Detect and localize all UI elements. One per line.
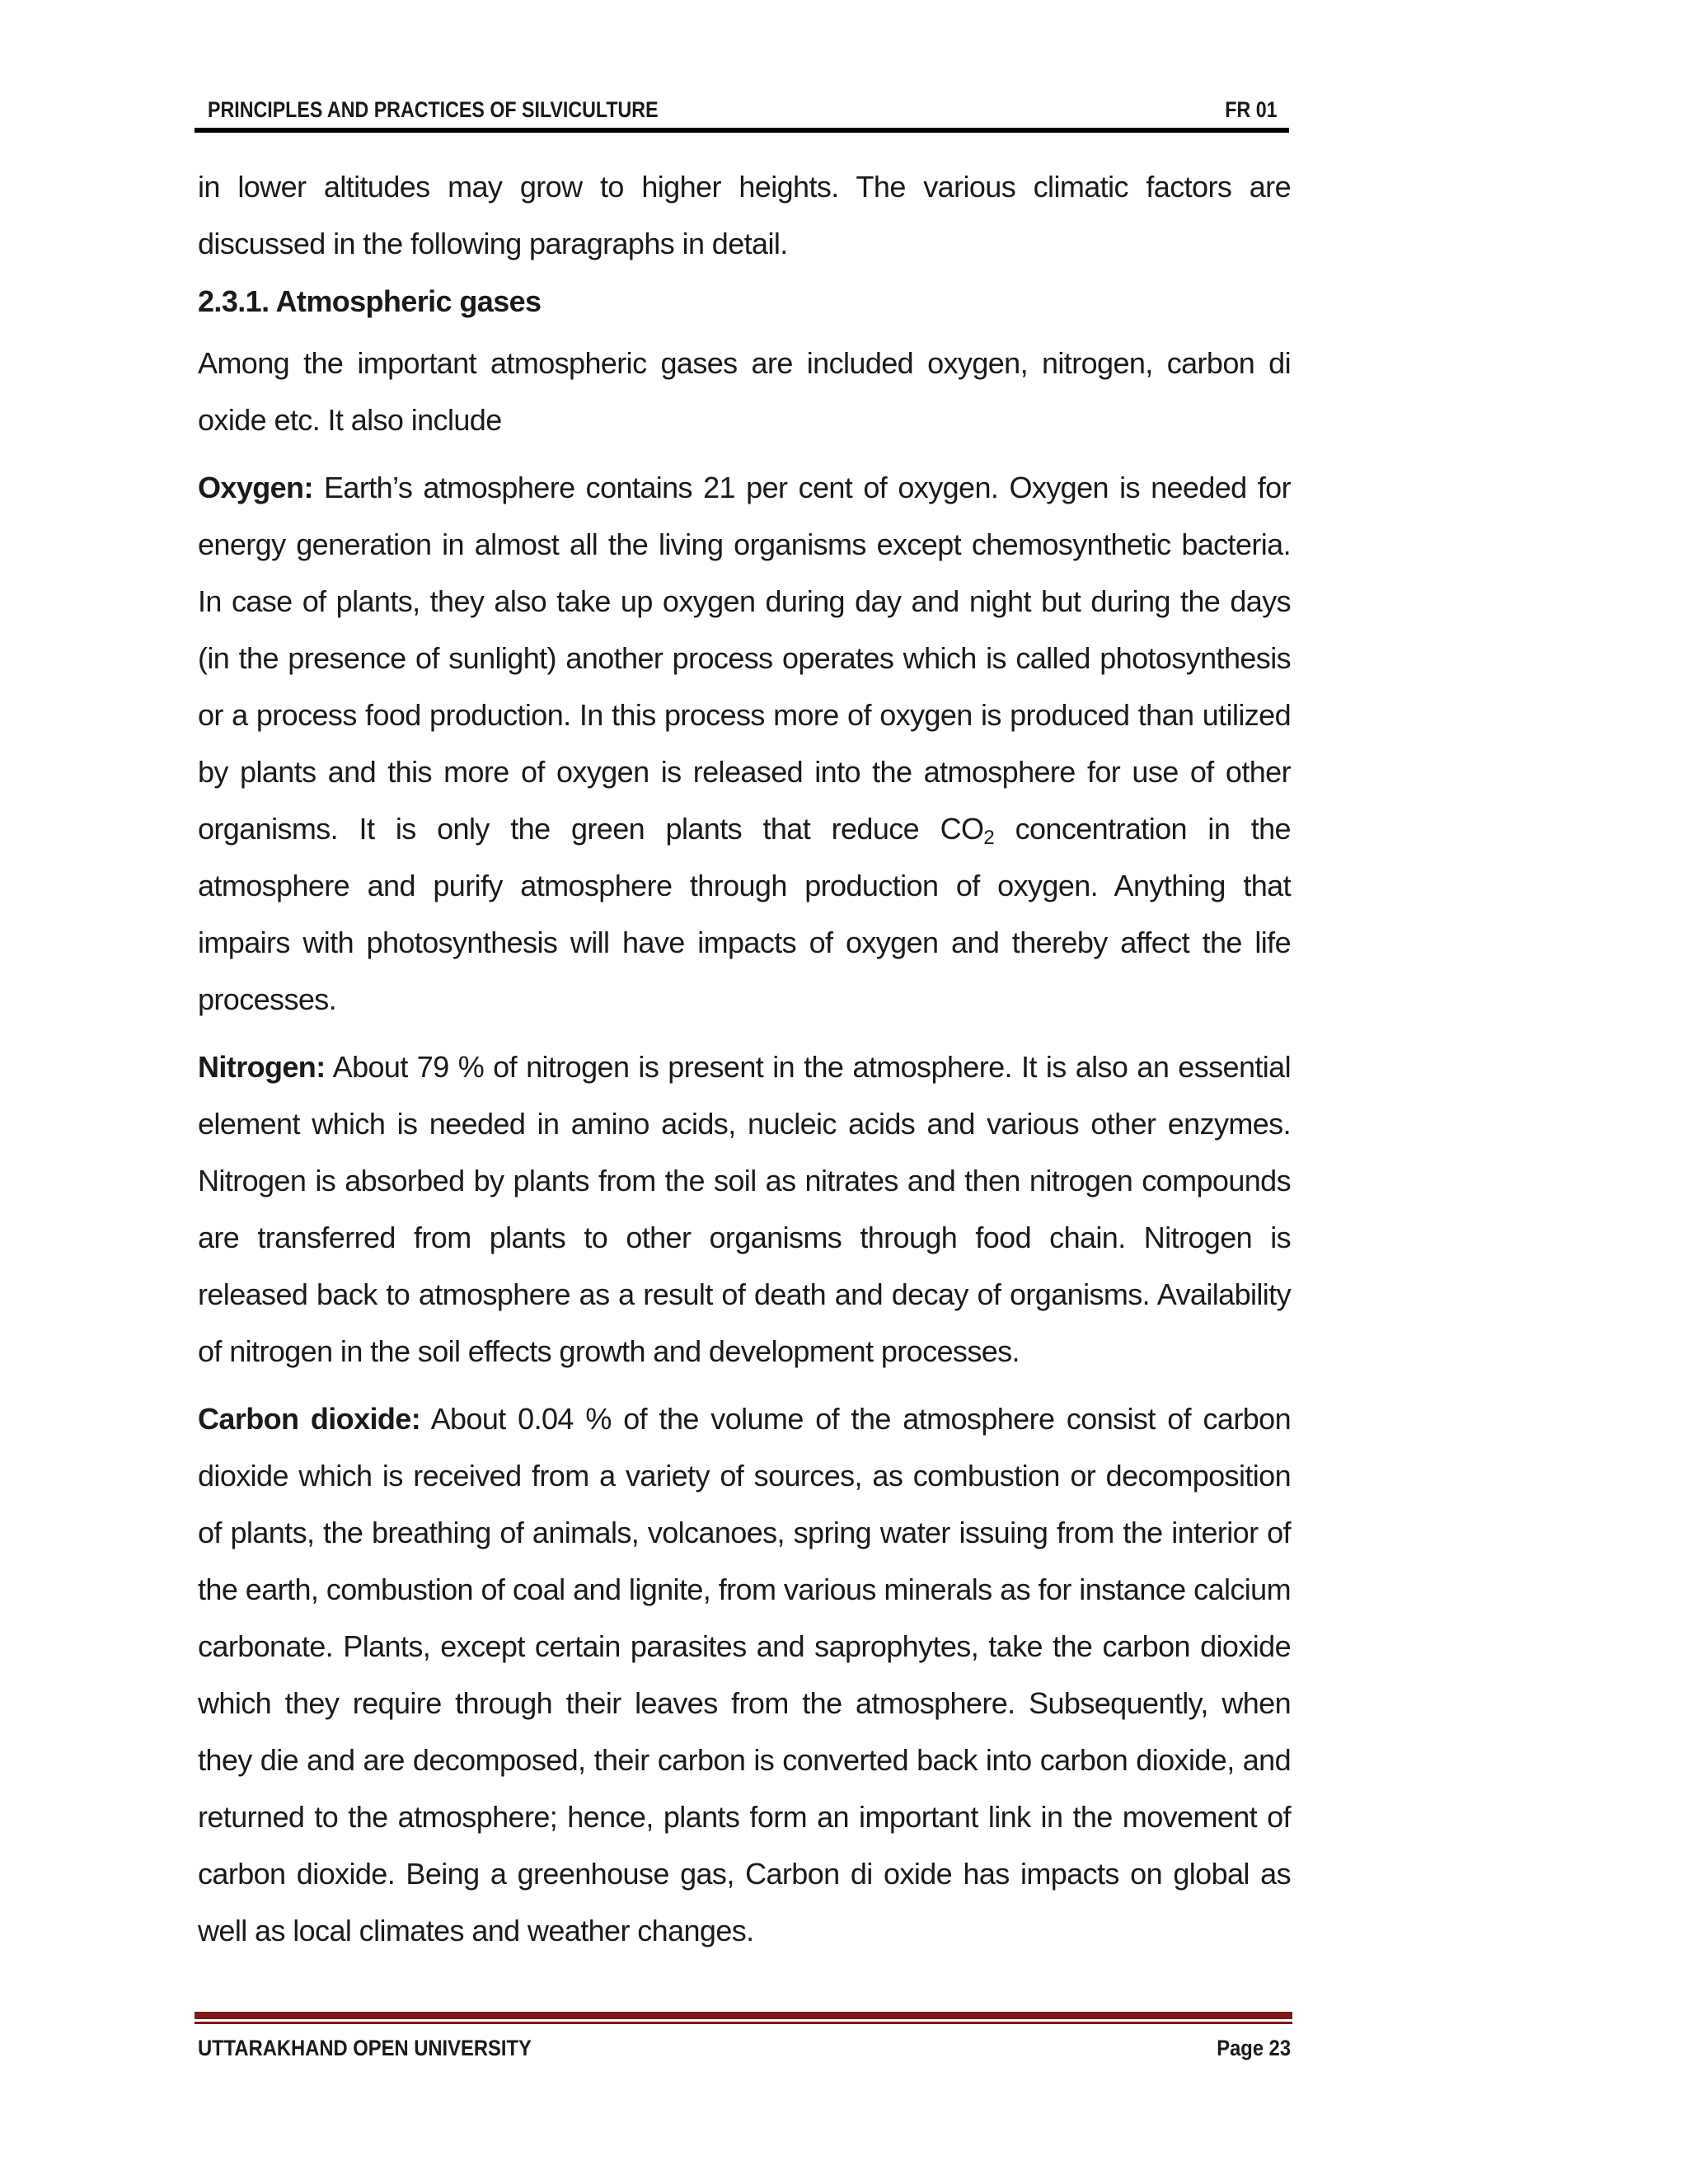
header-title: PRINCIPLES AND PRACTICES OF SILVICULTURE (208, 97, 659, 122)
carbon-dioxide-paragraph (198, 1390, 1291, 1959)
section-heading: 2.3.1. Atmospheric gases (198, 284, 542, 318)
footer-institution: UTTARAKHAND OPEN UNIVERSITY (198, 2036, 532, 2060)
nitrogen-label: Nitrogen: (198, 1050, 326, 1084)
carbon-dioxide-label: Carbon dioxide: (198, 1402, 421, 1436)
oxygen-paragraph (198, 459, 1291, 1028)
footer-page-number: Page 23 (1217, 2036, 1291, 2060)
nitrogen-text: About 79 % of nitrogen is present in the atmosphere. It is also an essential element which is needed in amino acids, nucleic acids and various other enzymes. Nitrogen is absorbed by plants from the soil as nitrates and then nitrogen compounds are transferred from plants to other organisms through food chain. Nitrogen is released back to atmosphere as a result of death and decay of organisms. Availability of nitrogen in the soil effects growth and development processes. (198, 1050, 1291, 1368)
section-intro-paragraph: Among the important atmospheric gases are included oxygen, nitrogen, carbon di oxide etc. It also include (198, 346, 1291, 437)
page-footer (198, 2036, 1291, 2064)
intro-paragraph: in lower altitudes may grow to higher heights. The various climatic factors are discussed in the following paragraphs in detail. (198, 170, 1291, 260)
page-body (198, 158, 1291, 1970)
carbon-dioxide-text: About 0.04 % of the volume of the atmosphere consist of carbon dioxide which is received from a variety of sources, as combustion or decomposition of plants, the breathing of animals, volcanoes, spring water issuing from the interior of the earth, combustion of coal and lignite, from various minerals as for instance calcium carbonate. Plants, except certain parasites and saprophytes, take the carbon dioxide which they require through their leaves from the atmosphere. Subsequently, when they die and are decomposed, their carbon is converted back into carbon dioxide, and returned to the atmosphere; hence, plants form an important link in the movement of carbon dioxide. Being a greenhouse gas, Carbon di oxide has impacts on global as well as local climates and weather changes. (198, 1402, 1292, 1947)
footer-divider-thin (195, 2022, 1292, 2024)
header-divider (195, 128, 1289, 133)
footer-divider-thick (195, 2012, 1292, 2019)
page-header (208, 97, 1289, 125)
co2-subscript: 2 (983, 827, 995, 849)
oxygen-text-part1: Earth’s atmosphere contains 21 per cent of oxygen. Oxygen is needed for energy generation in almost all the living organisms except chemosynthetic bacteria. In case of plants, they also take up oxygen during day and night but during the days (in the presence of sunlight) another process operates which is called photosynthesis or a process food production. In this process more of oxygen is produced than utilized by plants and this more of oxygen is released into the atmosphere for use of other organisms. It is only the green plants that reduce CO (198, 471, 1291, 846)
header-course-code: FR 01 (1225, 97, 1278, 122)
oxygen-text-part2: concentration in the atmosphere and purify atmosphere through production of oxygen. Anything that impairs with photosynthesis will have impacts of oxygen and thereby affect the life processes. (198, 812, 1291, 1016)
oxygen-label: Oxygen: (198, 471, 313, 504)
nitrogen-paragraph (198, 1038, 1291, 1380)
